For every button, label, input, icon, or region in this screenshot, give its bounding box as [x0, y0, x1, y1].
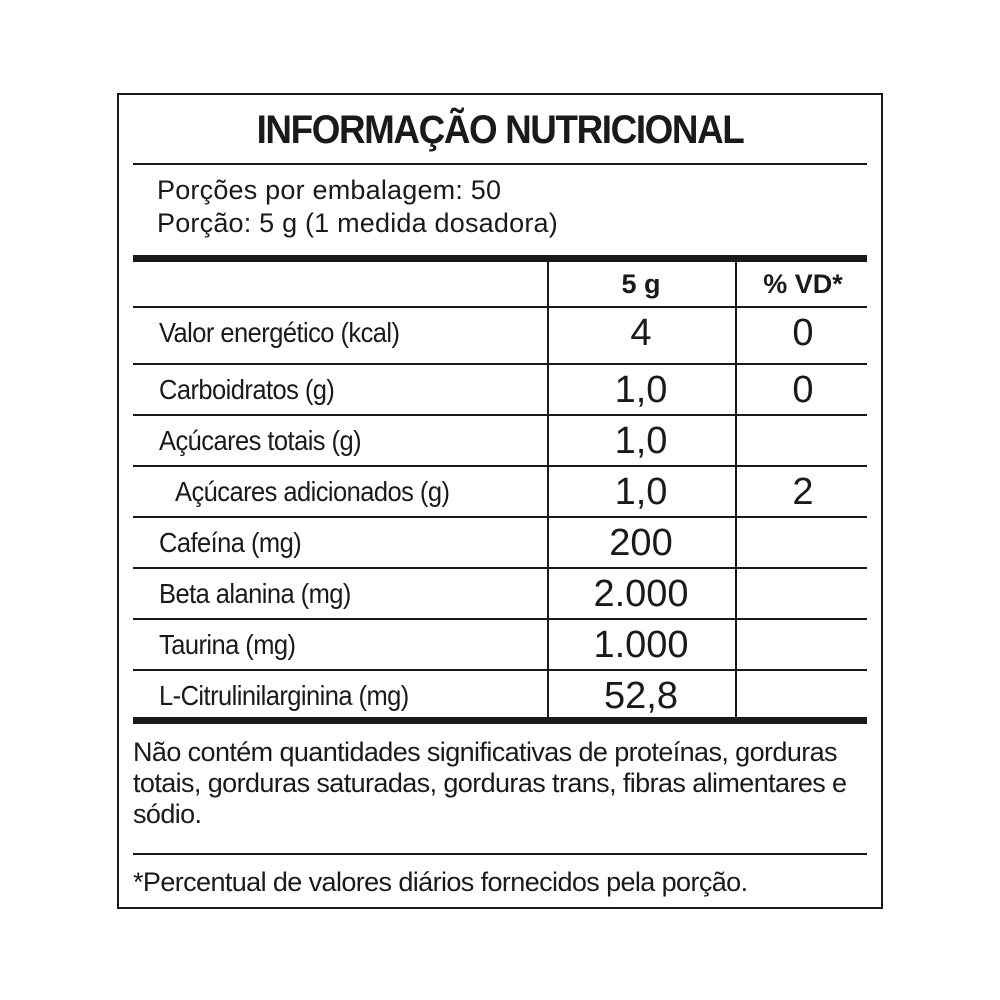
vd-footnote: *Percentual de valores diários fornecidos pela porção.: [133, 867, 748, 897]
nutrient-vd: 0: [792, 368, 814, 411]
nutrient-amount: 1,0: [614, 368, 668, 411]
nutrient-amount: 1,0: [614, 470, 668, 513]
table-row: [133, 671, 867, 721]
not-significant-note: Não contém quantidades significativas de proteínas, gorduras totais, gorduras saturadas, gorduras trans, fibras alimentares e sódio.: [133, 737, 847, 829]
nutrient-amount: 1,0: [614, 419, 668, 462]
label-title: INFORMAÇÃO NUTRICIONAL: [256, 108, 744, 152]
table-row: [133, 467, 867, 517]
table-bottom-divider: [133, 717, 867, 724]
nutrient-name: Beta alanina (mg): [159, 578, 351, 609]
nutrient-name: Carboidratos (g): [159, 374, 335, 405]
table-row: [133, 365, 867, 415]
table-header-row: [133, 262, 867, 306]
table-row: [133, 308, 867, 358]
nutrient-vd: 2: [792, 470, 814, 513]
nutrient-name: Açúcares adicionados (g): [175, 476, 450, 507]
table-row: [133, 569, 867, 619]
vd-column-header: % VD*: [763, 268, 843, 299]
nutrient-vd: 0: [792, 311, 814, 354]
nutrient-name: Cafeína (mg): [159, 527, 302, 558]
nutrient-name: Valor energético (kcal): [159, 317, 400, 348]
nutrient-name: Açúcares totais (g): [159, 425, 362, 456]
nutrient-vd: [735, 569, 871, 619]
footnote-divider: [133, 853, 867, 855]
nutrient-name: Taurina (mg): [159, 629, 296, 660]
nutrient-amount: 1.000: [593, 623, 689, 666]
nutrient-name: L-Citrulinilarginina (mg): [159, 680, 409, 711]
table-row: [133, 620, 867, 670]
nutrient-amount: 2.000: [593, 572, 689, 615]
table-row: [133, 416, 867, 466]
servings-per-package: Porções por embalagem: 50: [157, 175, 502, 205]
nutrient-vd: [735, 518, 871, 568]
serving-size: Porção: 5 g (1 medida dosadora): [157, 208, 558, 238]
amount-column-separator: [547, 262, 549, 717]
title-divider: [133, 163, 867, 165]
nutrient-amount: 4: [630, 311, 652, 354]
serving-divider: [133, 255, 867, 262]
nutrient-amount: 52,8: [604, 674, 678, 717]
vd-column-separator: [735, 262, 737, 717]
table-row: [133, 518, 867, 568]
nutrient-vd: [735, 416, 871, 466]
nutrition-facts-label: [117, 93, 883, 909]
nutrient-vd: [735, 620, 871, 670]
nutrient-vd: [735, 671, 871, 721]
nutrient-amount: 200: [609, 521, 673, 564]
amount-column-header: 5 g: [621, 268, 661, 299]
